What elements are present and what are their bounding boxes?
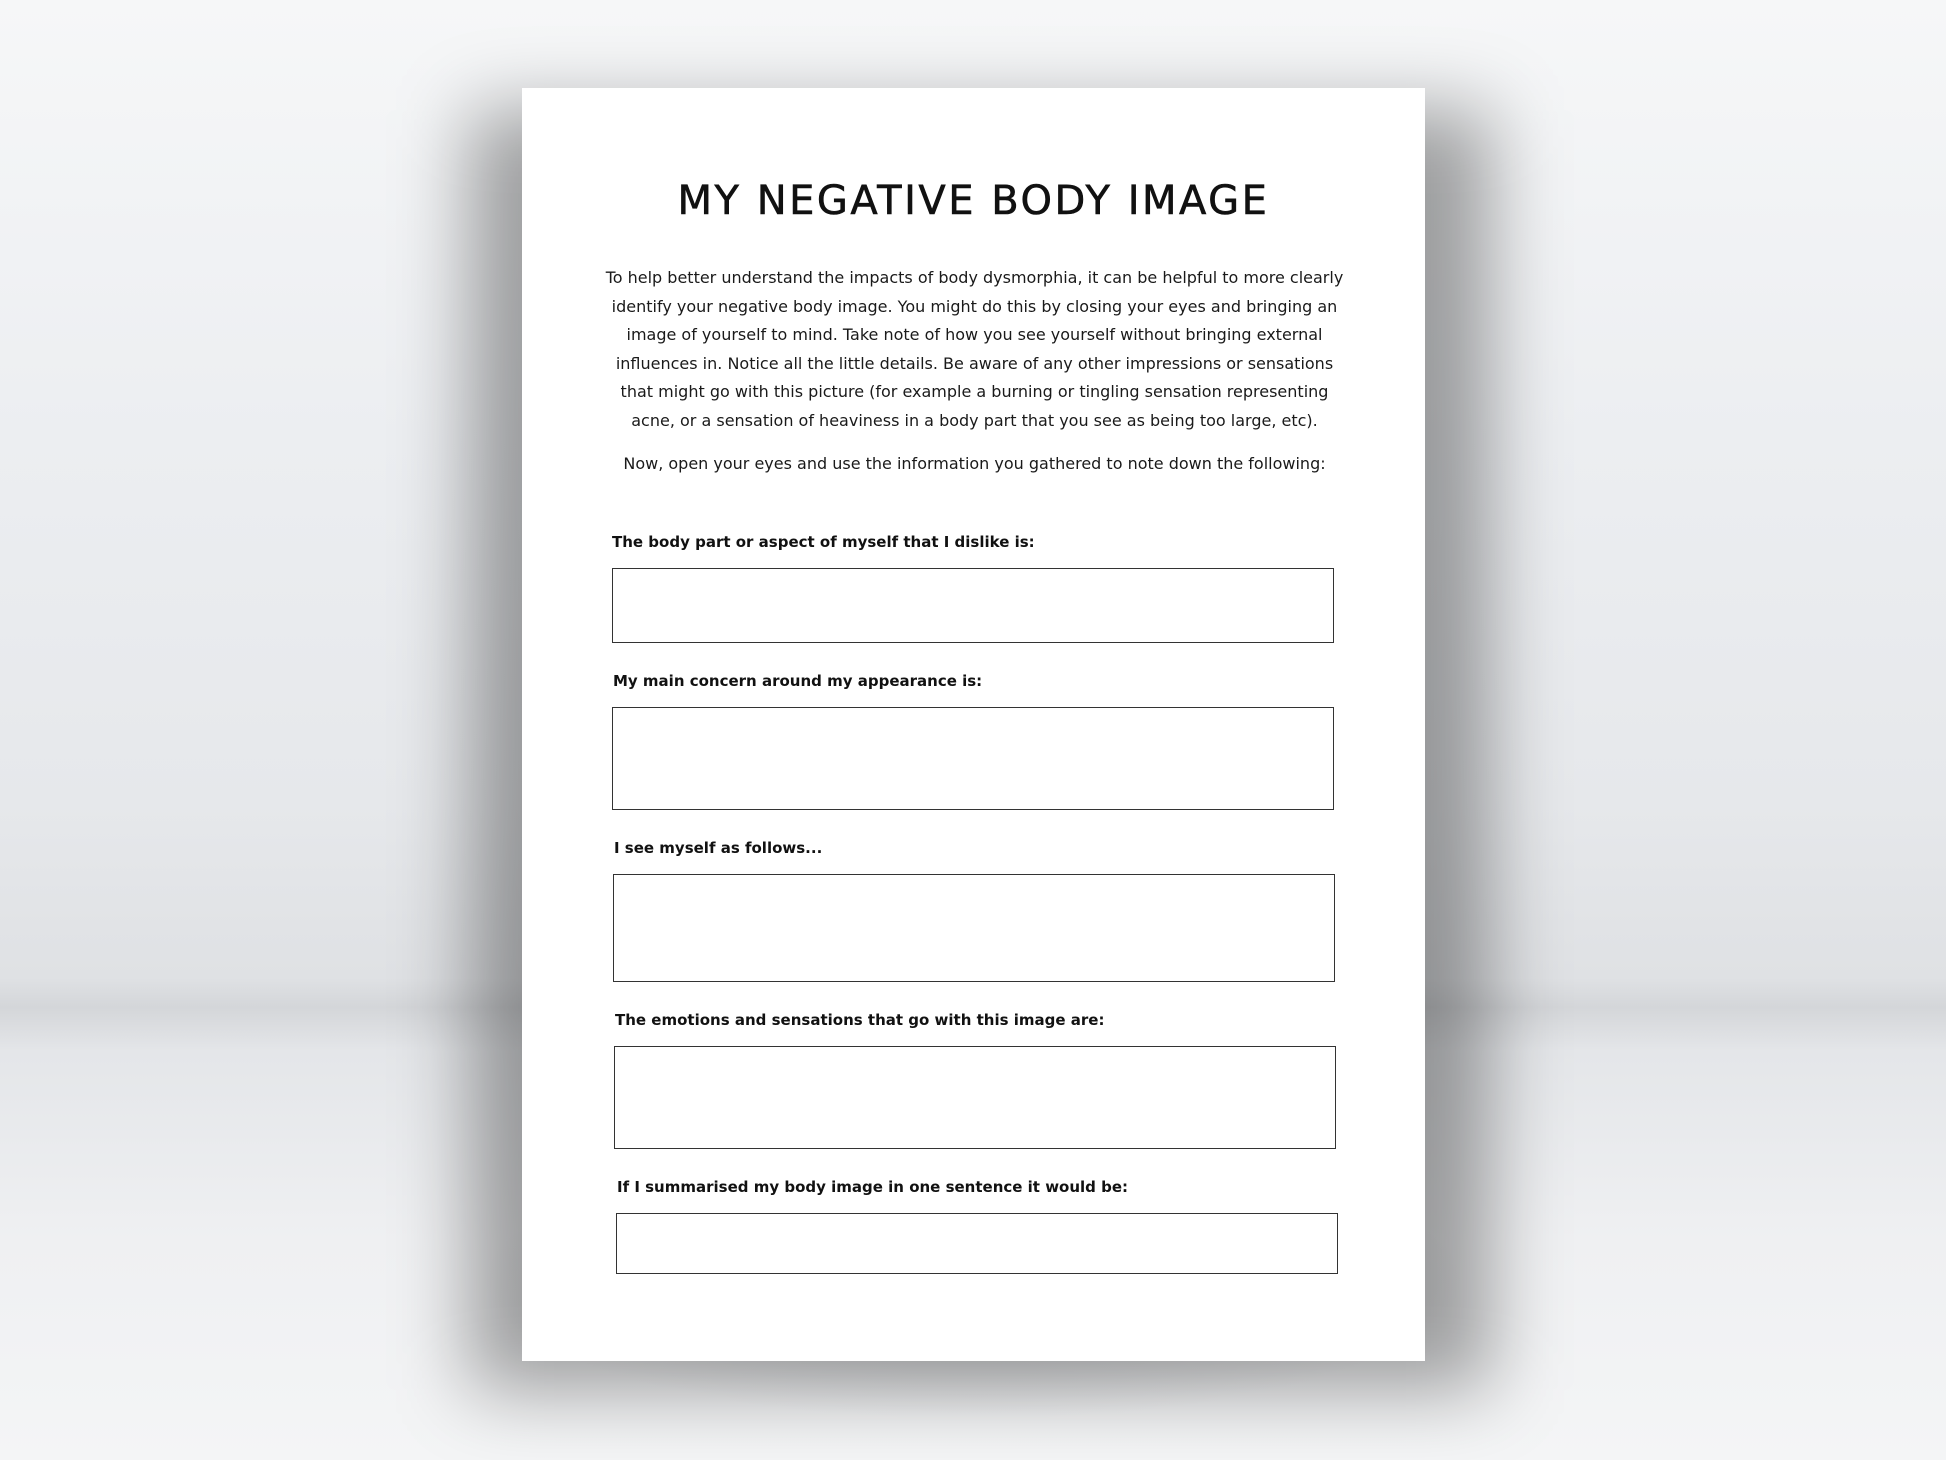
field-label-one-sentence: If I summarised my body image in one sentence it would be: <box>617 1178 1129 1196</box>
field-box-disliked-part[interactable] <box>612 568 1334 643</box>
worksheet-page <box>522 88 1425 1361</box>
field-box-main-concern[interactable] <box>612 707 1334 810</box>
field-box-emotions-sensations[interactable] <box>614 1046 1336 1149</box>
intro-paragraph: To help better understand the impacts of body dysmorphia, it can be helpful to more clearly identify your negative body image. You might do this by closing your eyes and bringing an image of yourself to mind. Take note of how you see yourself without bringing external influences in. Notice all the little details. Be aware of any other impressions or sensations that might go with this picture (for example a burning or tingling sensation representing acne, or a sensation of heaviness in a body part that you see as being too large, etc). <box>605 268 1344 430</box>
instruction-text: Now, open your eyes and use the information you gathered to note down the following: <box>623 454 1326 473</box>
field-box-see-myself[interactable] <box>613 874 1335 982</box>
field-label-emotions-sensations: The emotions and sensations that go with this image are: <box>615 1011 1105 1029</box>
worksheet-title: MY NEGATIVE BODY IMAGE <box>677 178 1270 224</box>
field-label-see-myself: I see myself as follows... <box>614 839 823 857</box>
field-label-main-concern: My main concern around my appearance is: <box>613 672 983 690</box>
field-box-one-sentence[interactable] <box>616 1213 1338 1274</box>
field-label-disliked-part: The body part or aspect of myself that I dislike is: <box>612 533 1035 551</box>
